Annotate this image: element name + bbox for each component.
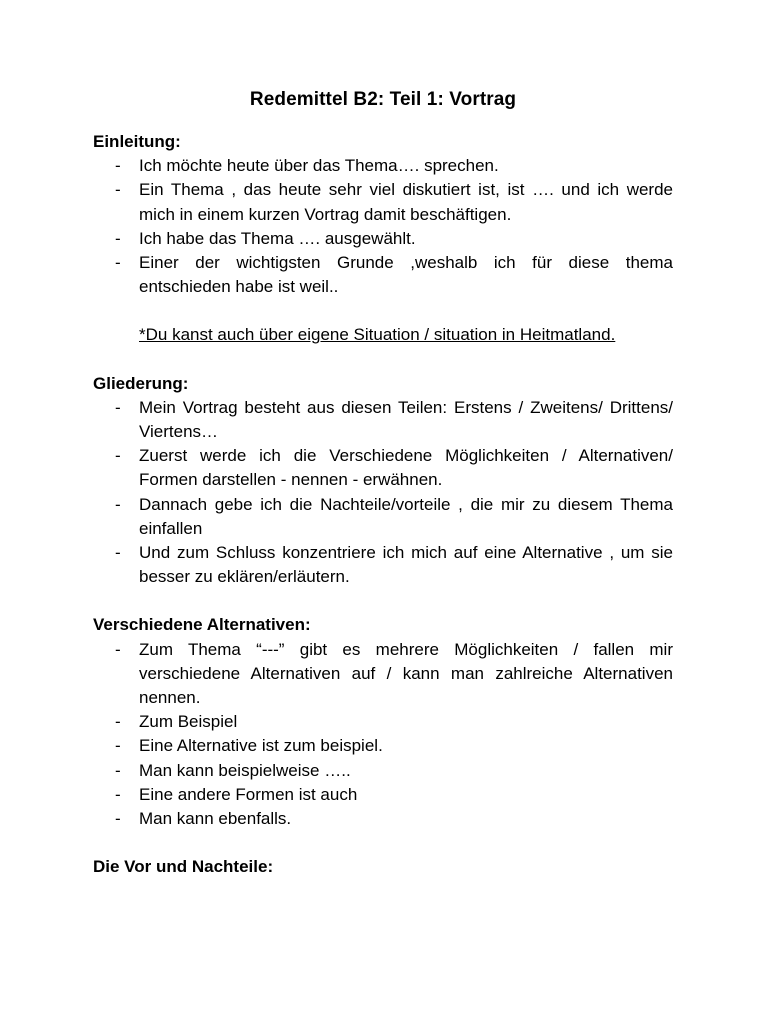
dash-bullet: - — [115, 446, 121, 466]
section-heading-gliederung: Gliederung: — [93, 373, 189, 393]
list-item-text: Ich habe das Thema …. ausgewählt. — [139, 228, 416, 248]
list-item-text: Ein Thema , das heute sehr viel diskutiert ist, ist …. und ich werde mich in einem kurzen Vortrag damit beschäftigen. — [139, 180, 673, 224]
dash-bullet: - — [115, 397, 121, 417]
list-item — [93, 638, 673, 711]
alternativen-list — [93, 638, 673, 832]
list-item — [93, 710, 673, 734]
dash-bullet: - — [115, 253, 121, 273]
list-item — [93, 251, 673, 299]
list-item — [93, 396, 673, 444]
list-item-text: Ich möchte heute über das Thema…. sprechen. — [139, 156, 499, 176]
dash-bullet: - — [115, 156, 121, 176]
list-item-text: Mein Vortrag besteht aus diesen Teilen: Erstens / Zweitens/ Drittens/ Viertens… — [139, 397, 673, 442]
list-item-text: Zuerst werde ich die Verschiedene Möglichkeiten / Alternativen/ Formen darstellen - nennen - erwähnen. — [139, 446, 673, 490]
list-item — [93, 444, 673, 492]
list-item-text: Eine Alternative ist zum beispiel. — [139, 736, 383, 756]
section-heading-einleitung: Einleitung: — [93, 132, 181, 151]
gliederung-list — [93, 396, 673, 590]
einleitung-list — [93, 154, 673, 299]
blank-line — [93, 348, 673, 372]
list-item-text: Zum Beispiel — [139, 712, 238, 732]
dash-bullet: - — [115, 809, 121, 829]
list-item-text: Und zum Schluss konzentriere ich mich auf eine Alternative , um sie besser zu eklären/erläutern. — [139, 543, 673, 587]
list-item — [93, 541, 673, 589]
blank-line — [93, 589, 673, 613]
list-item — [93, 759, 673, 783]
dash-bullet: - — [115, 712, 121, 732]
dash-bullet: - — [115, 784, 121, 804]
list-item — [93, 807, 673, 831]
list-item — [93, 178, 673, 226]
blank-line — [93, 299, 673, 323]
dash-bullet: - — [115, 180, 121, 200]
list-item — [93, 493, 673, 541]
dash-bullet: - — [115, 228, 121, 248]
list-item-text: Man kann ebenfalls. — [139, 809, 292, 829]
list-item — [93, 783, 673, 807]
dash-bullet: - — [115, 494, 121, 514]
list-item-text: Einer der wichtigsten Grunde ,weshalb ich für diese thema entschieden habe ist weil.. — [139, 253, 673, 297]
dash-bullet: - — [115, 543, 121, 563]
page-title: Redemittel B2: Teil 1: Vortrag — [249, 89, 517, 110]
blank-line — [93, 831, 673, 855]
underlined-note: *Du kanst auch über eigene Situation / situation in Heitmatland. — [139, 325, 616, 345]
list-item-text: Man kann beispielweise ….. — [139, 760, 351, 780]
dash-bullet: - — [115, 639, 121, 659]
section-heading-alternativen: Verschiedene Alternativen: — [93, 615, 311, 635]
list-item-text: Eine andere Formen ist auch — [139, 784, 358, 804]
list-item — [93, 154, 673, 178]
list-item-text: Zum Thema “---” gibt es mehrere Möglichkeiten / fallen mir verschiedene Alternativen auf / kann man zahlreiche Alternativen nennen. — [139, 639, 673, 708]
list-item — [93, 734, 673, 758]
dash-bullet: - — [115, 736, 121, 756]
document-page — [93, 86, 673, 879]
list-item-text: Dannach gebe ich die Nachteile/vorteile , die mir zu diesem Thema einfallen — [139, 494, 673, 538]
list-item — [93, 227, 673, 251]
section-heading-vor-und-nachteile: Die Vor und Nachteile: — [93, 857, 274, 877]
dash-bullet: - — [115, 760, 121, 780]
